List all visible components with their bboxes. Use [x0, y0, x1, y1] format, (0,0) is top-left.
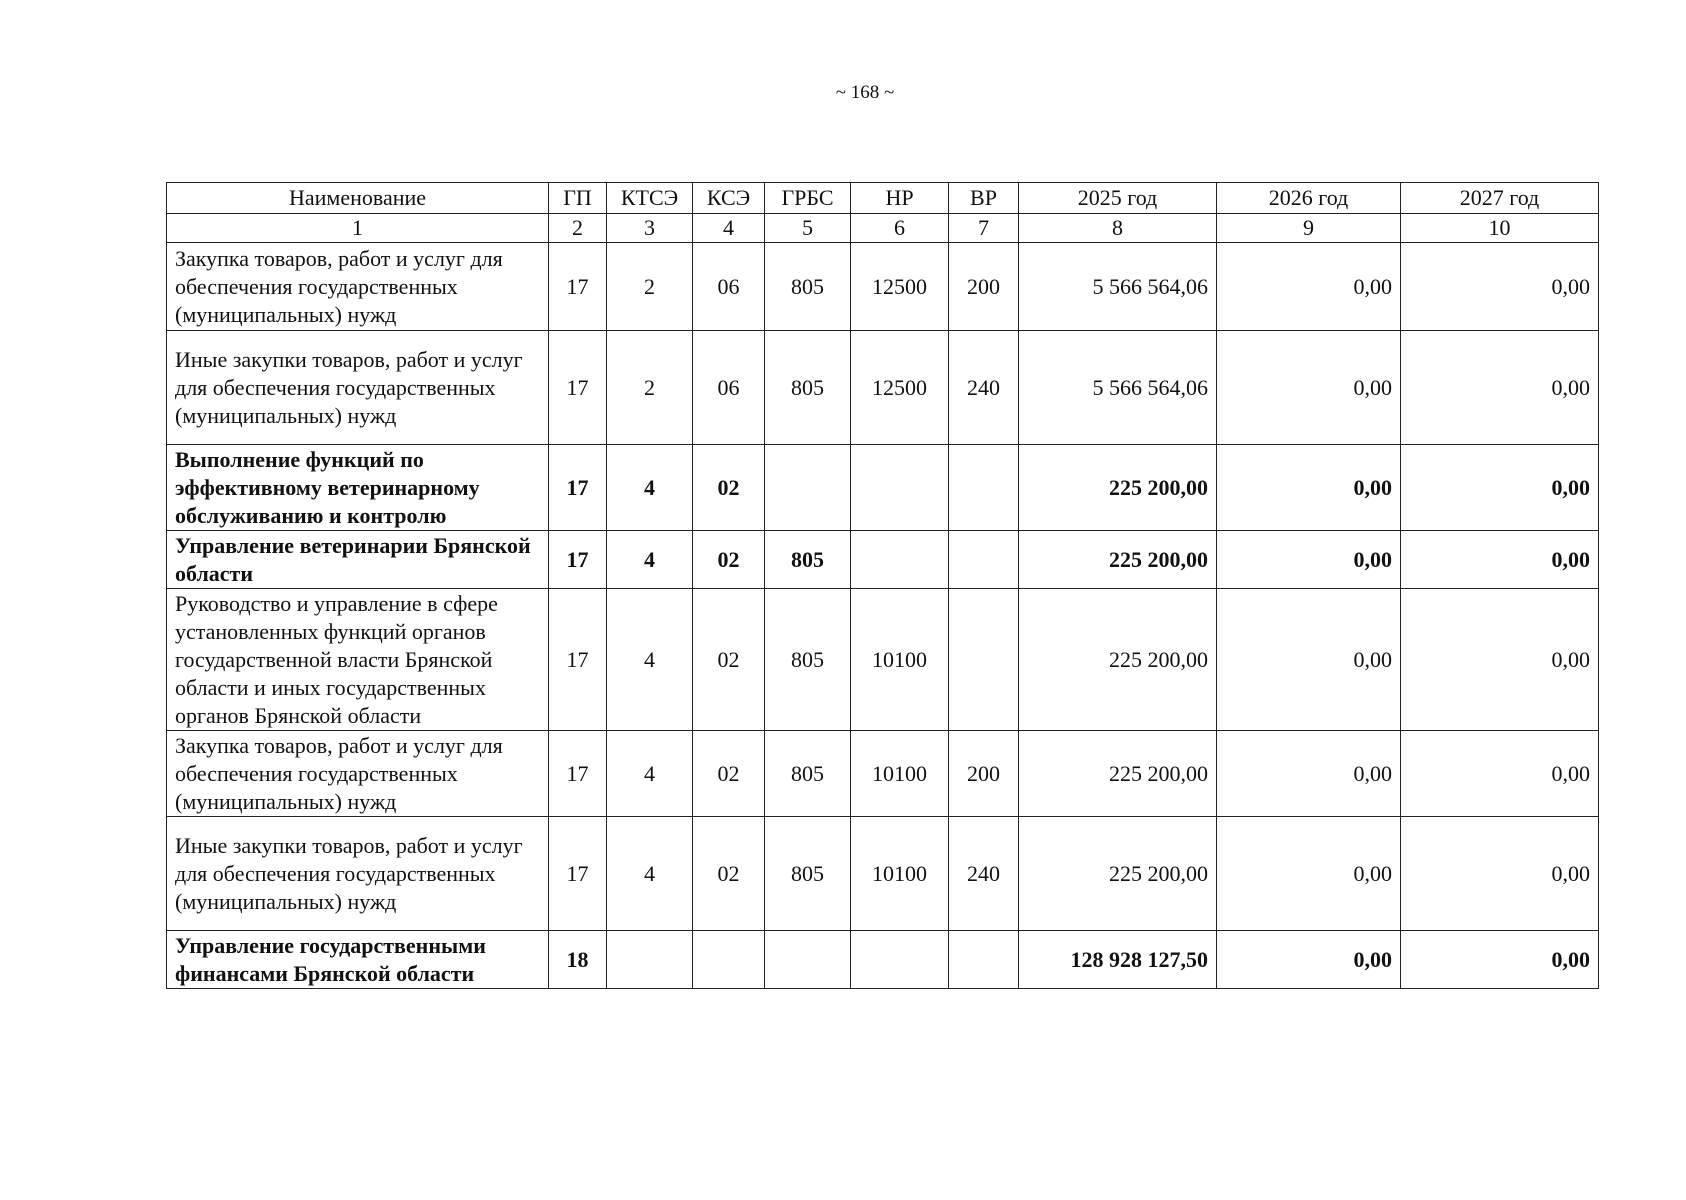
- cell-vr: 200: [949, 243, 1019, 331]
- table-row: [167, 331, 1599, 445]
- cell-vr: 200: [949, 731, 1019, 817]
- cell-gp: 17: [549, 589, 607, 731]
- header-vr: ВР: [949, 183, 1019, 214]
- cell-kse: 06: [693, 331, 765, 445]
- header-gp: ГП: [549, 183, 607, 214]
- cell-ktse: 4: [607, 445, 693, 531]
- cell-2026: 0,00: [1217, 445, 1401, 531]
- column-number: 10: [1401, 214, 1599, 243]
- column-number: 4: [693, 214, 765, 243]
- row-name: Выполнение функций по эффективному ветеринарному обслуживанию и контролю: [167, 445, 549, 531]
- cell-gp: 17: [549, 243, 607, 331]
- column-number: 7: [949, 214, 1019, 243]
- cell-nr: 12500: [851, 331, 949, 445]
- cell-kse: 02: [693, 817, 765, 931]
- cell-kse: 02: [693, 531, 765, 589]
- cell-grbs: 805: [765, 531, 851, 589]
- cell-nr: 12500: [851, 243, 949, 331]
- column-number: 5: [765, 214, 851, 243]
- cell-kse: 02: [693, 445, 765, 531]
- row-name: Управление ветеринарии Брянской области: [167, 531, 549, 589]
- cell-grbs: 805: [765, 243, 851, 331]
- cell-2025: 5 566 564,06: [1019, 331, 1217, 445]
- cell-grbs: 805: [765, 731, 851, 817]
- cell-2025: 225 200,00: [1019, 731, 1217, 817]
- header-kse: КСЭ: [693, 183, 765, 214]
- cell-ktse: [607, 931, 693, 989]
- table-row: [167, 445, 1599, 531]
- header-grbs: ГРБС: [765, 183, 851, 214]
- cell-gp: 17: [549, 331, 607, 445]
- cell-grbs: [765, 445, 851, 531]
- cell-kse: 02: [693, 589, 765, 731]
- cell-2026: 0,00: [1217, 243, 1401, 331]
- cell-ktse: 4: [607, 731, 693, 817]
- column-number-row: [167, 214, 1599, 243]
- cell-gp: 17: [549, 531, 607, 589]
- cell-grbs: [765, 931, 851, 989]
- cell-2025: 225 200,00: [1019, 445, 1217, 531]
- cell-gp: 18: [549, 931, 607, 989]
- row-name: Закупка товаров, работ и услуг для обеспечения государственных (муниципальных) нужд: [167, 731, 549, 817]
- row-name: Иные закупки товаров, работ и услуг для обеспечения государственных (муниципальных) нужд: [167, 817, 549, 931]
- table-row: [167, 531, 1599, 589]
- column-number: 6: [851, 214, 949, 243]
- header-2025: 2025 год: [1019, 183, 1217, 214]
- cell-ktse: 2: [607, 331, 693, 445]
- cell-ktse: 4: [607, 589, 693, 731]
- cell-2025: 128 928 127,50: [1019, 931, 1217, 989]
- table-row: [167, 817, 1599, 931]
- cell-grbs: 805: [765, 589, 851, 731]
- table-row: [167, 589, 1599, 731]
- cell-2027: 0,00: [1401, 931, 1599, 989]
- cell-kse: [693, 931, 765, 989]
- cell-2027: 0,00: [1401, 331, 1599, 445]
- cell-gp: 17: [549, 731, 607, 817]
- column-number: 3: [607, 214, 693, 243]
- header-2027: 2027 год: [1401, 183, 1599, 214]
- cell-2026: 0,00: [1217, 817, 1401, 931]
- row-name: Управление государственными финансами Брянской области: [167, 931, 549, 989]
- cell-2027: 0,00: [1401, 589, 1599, 731]
- cell-ktse: 4: [607, 817, 693, 931]
- cell-kse: 02: [693, 731, 765, 817]
- table-row: [167, 931, 1599, 989]
- cell-nr: [851, 531, 949, 589]
- column-number: 8: [1019, 214, 1217, 243]
- cell-nr: 10100: [851, 817, 949, 931]
- cell-2026: 0,00: [1217, 531, 1401, 589]
- header-ktse: КТСЭ: [607, 183, 693, 214]
- cell-2025: 225 200,00: [1019, 531, 1217, 589]
- cell-2025: 225 200,00: [1019, 589, 1217, 731]
- cell-ktse: 2: [607, 243, 693, 331]
- cell-vr: 240: [949, 331, 1019, 445]
- table-row: [167, 731, 1599, 817]
- cell-2027: 0,00: [1401, 445, 1599, 531]
- cell-2025: 225 200,00: [1019, 817, 1217, 931]
- header-2026: 2026 год: [1217, 183, 1401, 214]
- cell-2027: 0,00: [1401, 243, 1599, 331]
- cell-vr: [949, 931, 1019, 989]
- cell-2027: 0,00: [1401, 531, 1599, 589]
- row-name: Иные закупки товаров, работ и услуг для обеспечения государственных (муниципальных) нужд: [167, 331, 549, 445]
- cell-kse: 06: [693, 243, 765, 331]
- table-row: [167, 243, 1599, 331]
- header-name: Наименование: [167, 183, 549, 214]
- cell-2027: 0,00: [1401, 817, 1599, 931]
- cell-2025: 5 566 564,06: [1019, 243, 1217, 331]
- row-name: Руководство и управление в сфере установленных функций органов государственной власти Брянской области и иных государственных органов Брянской области: [167, 589, 549, 731]
- header-nr: НР: [851, 183, 949, 214]
- cell-2026: 0,00: [1217, 731, 1401, 817]
- budget-table: [166, 182, 1599, 989]
- cell-nr: 10100: [851, 731, 949, 817]
- cell-vr: [949, 589, 1019, 731]
- cell-2026: 0,00: [1217, 589, 1401, 731]
- column-number: 9: [1217, 214, 1401, 243]
- cell-grbs: 805: [765, 331, 851, 445]
- row-name: Закупка товаров, работ и услуг для обеспечения государственных (муниципальных) нужд: [167, 243, 549, 331]
- cell-ktse: 4: [607, 531, 693, 589]
- cell-nr: [851, 931, 949, 989]
- cell-vr: [949, 531, 1019, 589]
- column-number: 2: [549, 214, 607, 243]
- cell-gp: 17: [549, 817, 607, 931]
- cell-2026: 0,00: [1217, 931, 1401, 989]
- cell-2026: 0,00: [1217, 331, 1401, 445]
- cell-vr: 240: [949, 817, 1019, 931]
- cell-nr: 10100: [851, 589, 949, 731]
- header-row: [167, 183, 1599, 214]
- cell-vr: [949, 445, 1019, 531]
- page-number: ~ 168 ~: [835, 82, 895, 103]
- cell-2027: 0,00: [1401, 731, 1599, 817]
- cell-nr: [851, 445, 949, 531]
- cell-gp: 17: [549, 445, 607, 531]
- cell-grbs: 805: [765, 817, 851, 931]
- column-number: 1: [167, 214, 549, 243]
